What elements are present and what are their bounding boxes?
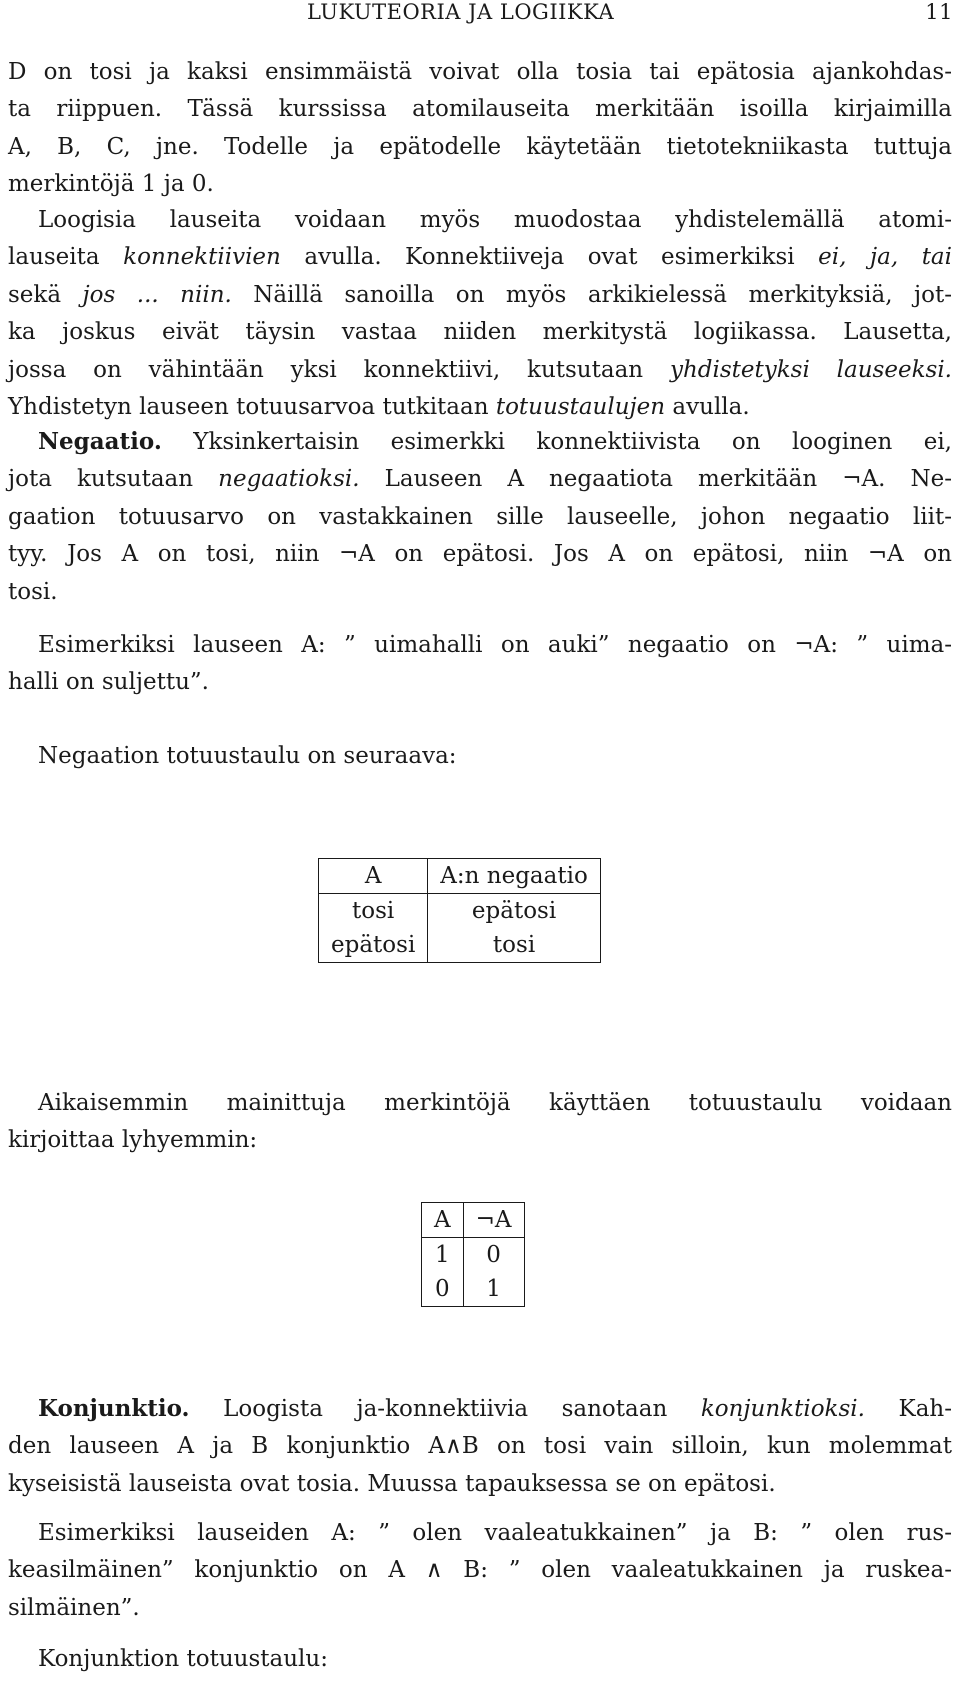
text-line: Loogisia lauseita voidaan myös muodostaa yhdistelemällä atomi- [38, 207, 952, 233]
text-line: Konjunktion totuustaulu: [38, 1646, 328, 1672]
text-line: keasilmäinen” konjunktio on A ∧ B: ” olen vaaleatukkainen ja ruskea- [8, 1557, 952, 1584]
paragraph-negation [8, 423, 952, 611]
paragraph-negation-example [8, 627, 952, 702]
text-line: kyseisistä lauseista ovat tosia. Muussa tapauksessa se on epätosi. [8, 1470, 776, 1497]
header-title: LUKUTEORIA JA LOGIIKKA [307, 0, 615, 24]
table-header-cell: A [422, 1203, 464, 1238]
page-number: 11 [925, 0, 953, 24]
table-row [319, 894, 601, 929]
text-line: sekä jos ... niin. Näillä sanoilla on myös arkikielessä merkityksiä, jot- [8, 281, 952, 308]
table-cell: tosi [319, 894, 428, 929]
table-header-cell: A [319, 859, 428, 894]
paragraph-negation-table-intro [8, 738, 952, 775]
paragraph-connectives [8, 202, 952, 426]
text-line: tyy. Jos A on tosi, niin ¬A on epätosi. Jos A on epätosi, niin ¬A on [8, 541, 952, 568]
text-line: kirjoittaa lyhyemmin: [8, 1127, 258, 1154]
table-row [422, 1272, 525, 1307]
text-line: Konjunktio. Loogista ja-konnektiivia sanotaan konjunktioksi. Kah- [38, 1395, 952, 1422]
section-heading-negation: Negaatio. [38, 428, 162, 455]
table-cell: epätosi [319, 928, 428, 963]
table-cell: 1 [463, 1272, 524, 1307]
text-line: den lauseen A ja B konjunktio A∧B on tosi vain silloin, kun molemmat [8, 1433, 952, 1460]
paragraph-conjunction-example [8, 1515, 952, 1627]
text-line: ka joskus eivät täysin vastaa niiden merkitystä logiikassa. Lausetta, [8, 319, 952, 346]
text-line: Esimerkiksi lauseiden A: ” olen vaaleatukkainen” ja B: ” olen rus- [38, 1520, 952, 1546]
text-line: gaation totuusarvo on vastakkainen sille lauseelle, johon negaatio liit- [8, 503, 952, 530]
text-line: tosi. [8, 578, 58, 605]
section-heading-conjunction: Konjunktio. [38, 1395, 190, 1422]
text-line: Esimerkiksi lauseen A: ” uimahalli on auki” negaatio on ¬A: ” uima- [38, 632, 952, 658]
paragraph-conjunction-table-intro [8, 1641, 952, 1678]
table-row [422, 1238, 525, 1273]
text-line: jossa on vähintään yksi konnektiivi, kutsutaan yhdistetyksi lauseeksi. [8, 356, 952, 383]
text-line: halli on suljettu”. [8, 669, 209, 696]
text-line: lauseita konnektiivien avulla. Konnektiiveja ovat esimerkiksi ei, ja, tai [8, 244, 952, 271]
text-line: Negaation totuustaulu on seuraava: [38, 743, 457, 769]
table-header-row [422, 1203, 525, 1238]
table-cell: 0 [463, 1238, 524, 1273]
running-header [307, 0, 960, 30]
table-cell: tosi [428, 928, 601, 963]
table-cell: epätosi [428, 894, 601, 929]
table-header-cell: A:n negaatio [428, 859, 601, 894]
text-line: Yhdistetyn lauseen totuusarvoa tutkitaan totuustaulujen avulla. [8, 394, 750, 421]
text-line: Aikaisemmin mainittuja merkintöjä käyttäen totuustaulu voidaan [38, 1090, 952, 1116]
table-header-cell: ¬A [463, 1203, 524, 1238]
negation-binary-truth-table [421, 1202, 525, 1307]
negation-truth-table [318, 858, 601, 963]
table-cell: 1 [422, 1238, 464, 1273]
text-line: D on tosi ja kaksi ensimmäistä voivat olla tosia tai epätosia ajankohdas- [8, 59, 952, 85]
paragraph-short-notation [8, 1085, 952, 1160]
text-line: A, B, C, jne. Todelle ja epätodelle käytetään tietotekniikasta tuttuja [8, 133, 952, 160]
paragraph-conjunction [8, 1390, 952, 1503]
text-line: jota kutsutaan negaatioksi. Lauseen A negaatiota merkitään ¬A. Ne- [8, 466, 952, 493]
text-line: merkintöjä 1 ja 0. [8, 171, 214, 198]
table-header-row [319, 859, 601, 894]
text-line: Negaatio. Yksinkertaisin esimerkki konnektiivista on looginen ei, [38, 428, 952, 455]
paragraph-intro [8, 54, 952, 204]
text-line: silmäinen”. [8, 1594, 140, 1621]
table-cell: 0 [422, 1272, 464, 1307]
text-line: ta riippuen. Tässä kurssissa atomilauseita merkitään isoilla kirjaimilla [8, 96, 952, 123]
table-row [319, 928, 601, 963]
